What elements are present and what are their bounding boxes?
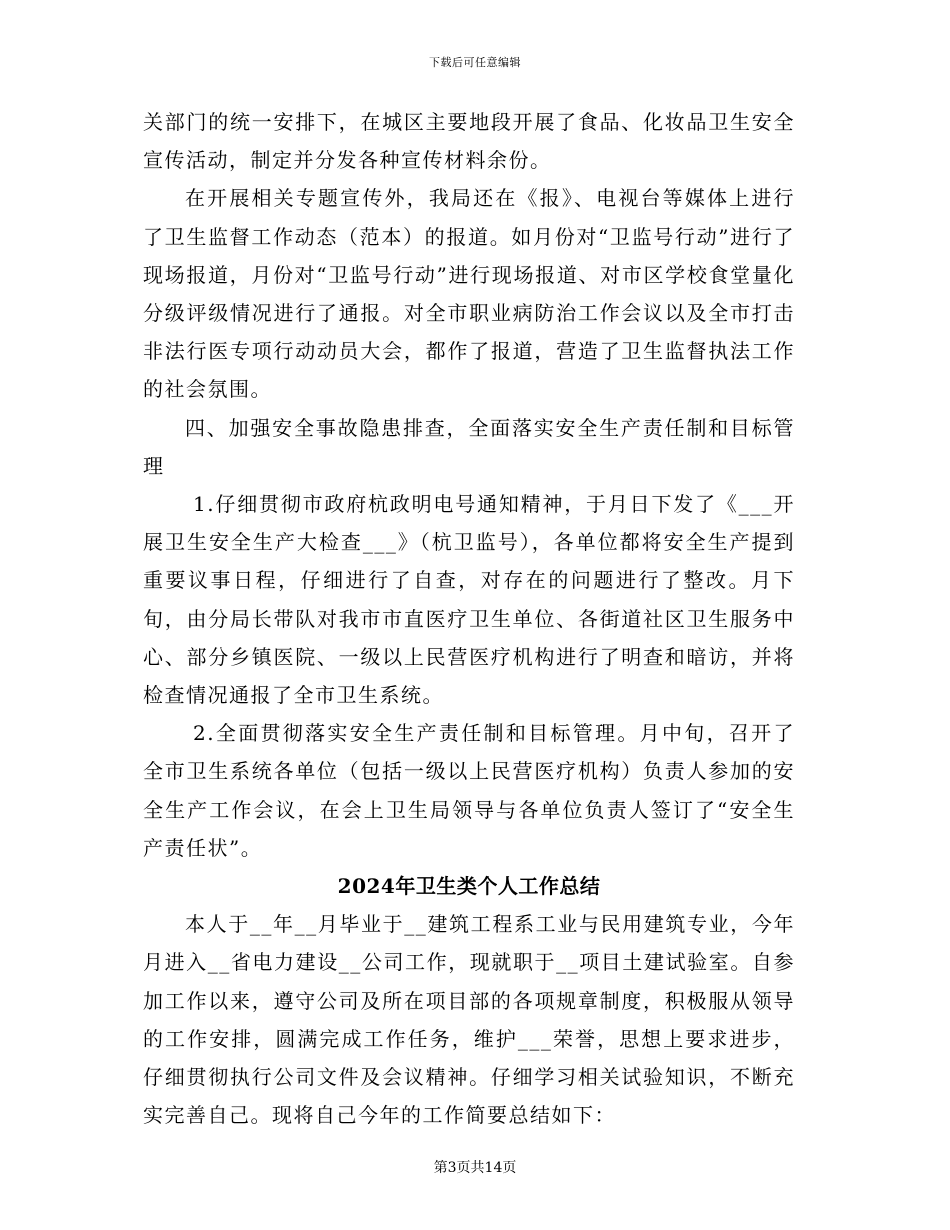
paragraph-summary-intro: 本人于__年__月毕业于__建筑工程系工业与民用建筑专业，今年月进入__省电力建设__公司工作，现就职于__项目土建试验室。自参加工作以来，遵守公司及所在项目部的各项规章制度，积极服从领导的工作安排，圆满完成工作任务，维护___荣誉，思想上要求进步，仔细贯彻执行公司文件及会议精神。仔细学习相关试验知识，不断充实完善自己。现将自己今年的工作简要总结如下：	[143, 912, 795, 1128]
document-body	[143, 103, 795, 1134]
paragraph-media-coverage: 在开展相关专题宣传外，我局还在《报》、电视台等媒体上进行了卫生监督工作动态（范本）的报道。如月份对“卫监号行动”进行了现场报道，月份对“卫监号行动”进行现场报道、对市区学校食堂量化分级评级情况进行了通报。对全市职业病防治工作会议以及全市打击非法行医专项行动动员大会，都作了报道，营造了卫生监督执法工作的社会氛围。	[143, 186, 795, 402]
paragraph-continuation: 关部门的统一安排下，在城区主要地段开展了食品、化妆品卫生安全宣传活动，制定并分发各种宣传材料余份。	[143, 110, 795, 173]
page-number: 第3页共14页	[433, 1160, 517, 1176]
paragraph-item-1: 1.仔细贯彻市政府杭政明电号通知精神，于月日下发了《___开展卫生安全生产大检查___》（杭卫监号），各单位都将安全生产提到重要议事日程，仔细进行了自查，对存在的问题进行了整改。月下旬，由分局长带队对我市市直医疗卫生单位、各街道社区卫生服务中心、部分乡镇医院、一级以上民营医疗机构进行了明查和暗访，并将检查情况通报了全市卫生系统。	[143, 492, 795, 708]
paragraph-item-2: 2.全面贯彻落实安全生产责任制和目标管理。月中旬，召开了全市卫生系统各单位（包括一级以上民营医疗机构）负责人参加的安全生产工作会议，在会上卫生局领导与各单位负责人签订了“安全生产责任状”。	[143, 721, 795, 860]
document-header: 下载后可任意编辑	[429, 56, 521, 69]
section-heading-four: 四、加强安全事故隐患排查，全面落实安全生产责任制和目标管理	[143, 415, 795, 478]
section-title: 2024年卫生类个人工作总结	[337, 874, 601, 899]
